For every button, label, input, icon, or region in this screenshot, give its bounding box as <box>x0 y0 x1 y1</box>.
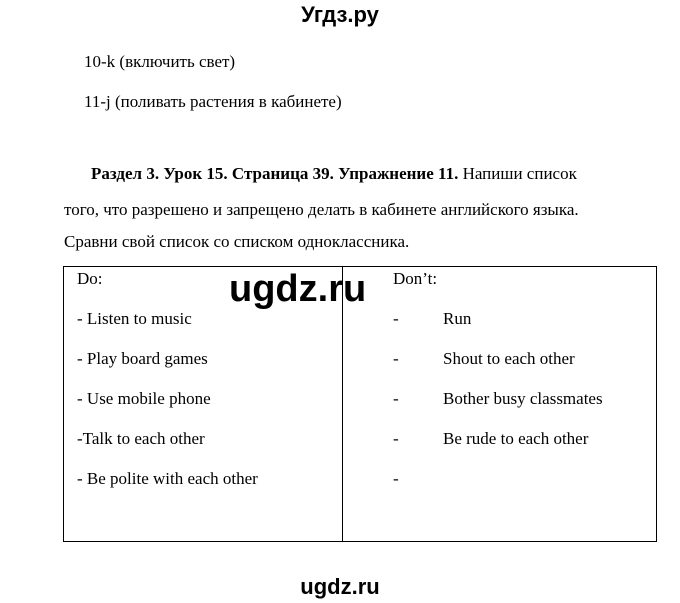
answer-line: 10-k (включить свет) <box>84 52 236 71</box>
do-item: -Talk to each other <box>77 429 205 448</box>
dont-dash: - <box>393 429 399 448</box>
do-item: - Play board games <box>77 349 208 368</box>
dont-dash: - <box>393 349 399 368</box>
task-paragraph-line: Сравни свой список со списком одноклассника. <box>64 232 410 251</box>
watermark: ugdz.ru <box>229 268 367 310</box>
dont-item: Run <box>443 309 472 328</box>
dont-dash: - <box>393 469 399 488</box>
do-item: - Use mobile phone <box>77 389 211 408</box>
site-footer: ugdz.ru <box>300 574 380 599</box>
site-header: Угдз.ру <box>301 2 379 27</box>
dont-item: Be rude to each other <box>443 429 589 448</box>
task-title: Раздел 3. Урок 15. Страница 39. Упражнение 11. <box>91 164 459 183</box>
task-paragraph-line <box>91 164 577 184</box>
dont-item: Bother busy classmates <box>443 389 603 408</box>
do-item: - Listen to music <box>77 309 192 328</box>
do-header: Do: <box>77 269 103 288</box>
task-paragraph-line: того, что разрешено и запрещено делать в кабинете английского языка. <box>64 200 579 219</box>
answer-line: 11-j (поливать растения в кабинете) <box>84 92 342 111</box>
do-item: - Be polite with each other <box>77 469 258 488</box>
dont-dash: - <box>393 309 399 328</box>
task-text: Напиши список <box>458 164 577 183</box>
dont-header: Don’t: <box>393 269 438 288</box>
dont-dash: - <box>393 389 399 408</box>
dont-item: Shout to each other <box>443 349 575 368</box>
